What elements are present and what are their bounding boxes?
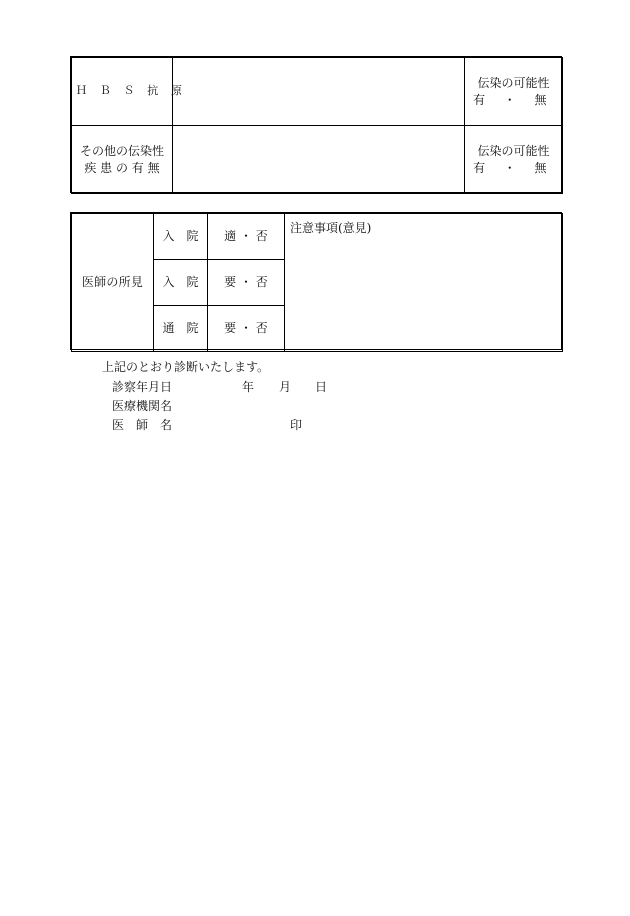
- outpatient-necessity-label: 通 院: [154, 306, 208, 352]
- admission-suitability-value[interactable]: 適 ・ 否: [208, 214, 285, 260]
- month-label: 月: [279, 380, 292, 394]
- admission-necessity-label: 入 院: [154, 260, 208, 306]
- exam-date-label: 診察年月日: [112, 380, 173, 394]
- year-label: 年: [242, 380, 255, 394]
- doctor-name-label: 医 師 名: [112, 418, 173, 432]
- other-possibility-block: [465, 143, 562, 176]
- infectious-disease-grid: [71, 57, 563, 194]
- other-possibility-label: 伝染の可能性: [477, 143, 550, 158]
- doctor-opinion-label: 医師の所見: [72, 214, 154, 352]
- admission-suitability-label: 入 院: [154, 214, 208, 260]
- other-possibility-values[interactable]: 有 ・ 無: [473, 161, 554, 175]
- hbs-antigen-label: Ｈ Ｂ Ｓ 抗 原: [72, 58, 173, 126]
- hbs-possibility-label: 伝染の可能性: [477, 75, 550, 90]
- diagnosis-statement: 上記のとおり診断いたします。: [102, 360, 270, 374]
- other-possibility-cell: [465, 126, 563, 194]
- notes-label: 注意事項(意見): [290, 221, 372, 235]
- institution-label: 医療機関名: [112, 399, 173, 413]
- notes-cell[interactable]: [285, 214, 563, 352]
- hbs-possibility-values[interactable]: 有 ・ 無: [473, 93, 554, 107]
- outpatient-necessity-value[interactable]: 要 ・ 否: [208, 306, 285, 352]
- doctor-opinion-table: [70, 212, 562, 350]
- seal-label: 印: [290, 418, 303, 432]
- admission-necessity-value[interactable]: 要 ・ 否: [208, 260, 285, 306]
- hbs-possibility-block: [465, 75, 562, 108]
- day-label: 日: [315, 380, 328, 394]
- hbs-possibility-cell: [465, 58, 563, 126]
- other-disease-label-line2: 疾 患 の 有 無: [84, 161, 160, 175]
- other-infectious-disease-label-cell: [72, 126, 173, 194]
- other-infectious-disease-label-block: [72, 143, 172, 176]
- doctor-opinion-grid: [71, 213, 563, 352]
- infectious-disease-table: [70, 56, 562, 193]
- other-infectious-disease-result[interactable]: [173, 126, 465, 194]
- other-disease-label-line1: その他の伝染性: [79, 143, 164, 158]
- hbs-antigen-result[interactable]: [173, 58, 465, 126]
